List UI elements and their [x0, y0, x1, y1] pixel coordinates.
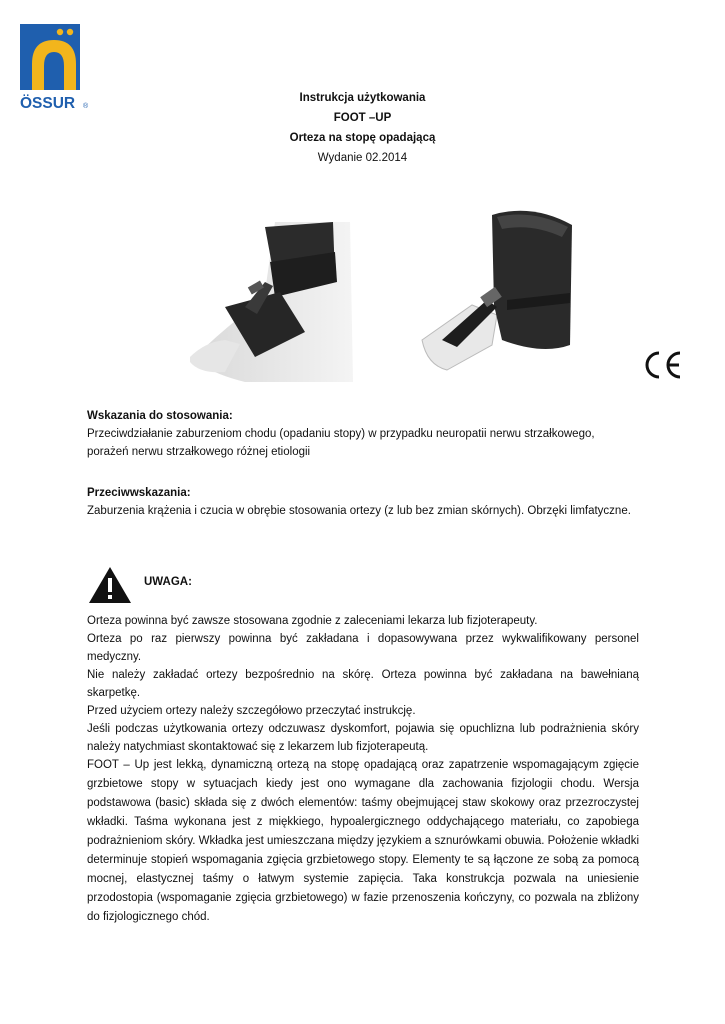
product-photo-device	[412, 205, 582, 375]
warning-p3: Nie należy zakładać ortezy bezpośrednio na skórę. Orteza powinna być zakładana na bawełnianą skarpetkę.	[87, 669, 639, 699]
warning-p2: Orteza po raz pierwszy powinna być zakładana i dopasowywana przez wykwalifikowany personel medyczny.	[87, 633, 639, 663]
warning-p1: Orteza powinna być zawsze stosowana zgodnie z zaleceniami lekarza lub fizjoterapeuty.	[87, 615, 538, 627]
contraindications-section	[87, 484, 639, 520]
contraindications-title: Przeciwwskazania:	[87, 487, 191, 499]
indications-title: Wskazania do stosowania:	[87, 410, 233, 422]
header-subtitle: Orteza na stopę opadającą	[289, 132, 436, 144]
header-title: Instrukcja użytkowania	[299, 92, 426, 104]
warning-label: UWAGA:	[144, 576, 192, 588]
contraindications-body: Zaburzenia krążenia i czucia w obrębie stosowania ortezy (z lub bez zmian skórnych). Obrzęki limfatyczne.	[87, 505, 631, 517]
header-edition: Wydanie 02.2014	[317, 152, 408, 164]
product-description: FOOT – Up jest lekką, dynamiczną ortezą na stopę opadającą oraz zapatrzenie wspomagającym zgięcie grzbietowe stopy w sytuacjach kiedy jest ono wymagane dla zachowania fizjologii chodu. Wersja podstawowa (basic) składa się z dwóch elementów: taśmy obejmującej staw skokowy oraz przezroczystej wkładki. Taśma wykonana jest z miękkiego, hypoalergicznego oddychającego materiału, co zapobiega podrażnieniom skóry. Wkładka jest umieszczana między językiem a sznurówkami obuwia. Położenie wkładki determinuje stopień wspomagania zgięcia grzbietowego stopy. Elementy te są łączone ze sobą za pomocą mocnej, elastycznej taśmy o łatwym systemie zapięcia. Taka konstrukcja pozwala na uniesienie przodostopia (wspomaganie zgięcia grzbietowego) w fazie przenoszenia kończyny, co pozwala na zbliżony do fizjologicznego chód.	[87, 759, 640, 923]
warning-section	[87, 612, 639, 927]
warning-icon	[88, 566, 132, 604]
document-header	[0, 88, 725, 168]
warning-p4: Przed użyciem ortezy należy szczegółowo przeczytać instrukcję.	[87, 705, 416, 717]
indications-section	[87, 407, 639, 461]
header-product: FOOT –UP	[333, 112, 392, 124]
ce-mark	[644, 350, 686, 380]
product-photo-worn	[185, 222, 360, 382]
brand-name: ÖSSUR	[20, 95, 76, 112]
warning-p5: Jeśli podczas użytkowania ortezy odczuwasz dyskomfort, pojawia się opuchlizna lub podrażnienia skóry należy natychmiast skontaktować się z lekarzem lub fizjoterapeutą.	[87, 723, 639, 753]
indications-body: Przeciwdziałanie zaburzeniom chodu (opadaniu stopy) w przypadku neuropatii nerwu strzałkowego, porażeń nerwu strzałkowego różnej etiologii	[87, 428, 595, 458]
registered-mark: ®	[83, 103, 89, 110]
